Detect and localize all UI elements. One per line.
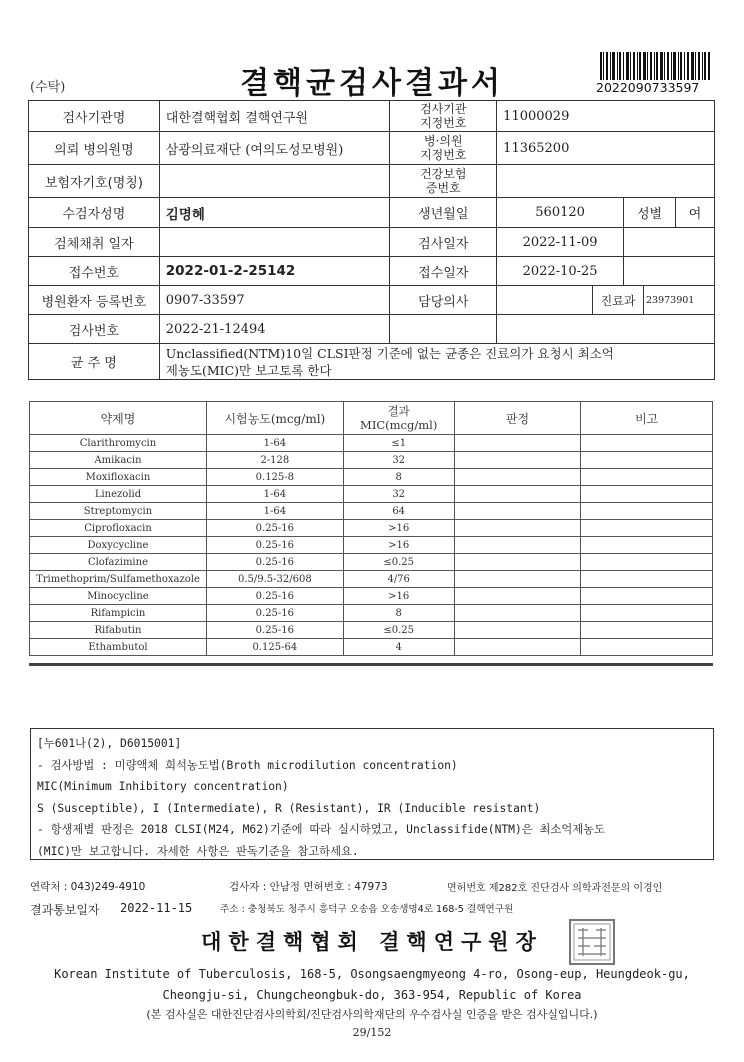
test-concentration-cell: 0.25-16 — [206, 588, 343, 605]
test-concentration-cell: 0.25-16 — [206, 605, 343, 622]
table-bottom-rule — [29, 663, 713, 666]
drug-name-cell: Linezolid — [30, 486, 207, 503]
remark-cell — [581, 554, 713, 571]
patient-name-value: 김명혜 — [159, 198, 390, 228]
remark-cell — [581, 588, 713, 605]
korean-address: 주소 : 충청북도 청주시 흥덕구 오송읍 오송생명4로 168-5 결핵연구원 — [220, 904, 514, 915]
remark-cell — [581, 469, 713, 486]
drug-row — [30, 622, 713, 639]
remark-cell — [581, 452, 713, 469]
drug-row — [30, 503, 713, 520]
insurer-label: 보험자기호(명칭) — [29, 165, 160, 198]
health-ins-label: 건강보험 증번호 — [390, 165, 497, 198]
interpretation-cell — [454, 520, 581, 537]
test-date-label: 검사일자 — [390, 228, 497, 257]
mic-result-cell: 8 — [343, 605, 454, 622]
test-concentration-cell: 1-64 — [206, 486, 343, 503]
drug-name-cell: Moxifloxacin — [30, 469, 207, 486]
test-concentration-cell: 0.125-64 — [206, 639, 343, 656]
drug-row — [30, 537, 713, 554]
contact-number: 연락처 : 043)249-4910 — [30, 881, 146, 893]
drug-name-cell: Rifabutin — [30, 622, 207, 639]
remark-cell — [581, 639, 713, 656]
notify-date-label: 결과통보일자 — [30, 903, 100, 917]
interpretation-cell — [454, 588, 581, 605]
registration-number-label: 병원환자 등록번호 — [29, 286, 160, 315]
interpretation-cell — [454, 469, 581, 486]
hospital-code-label: 병·의원 지정번호 — [390, 132, 497, 165]
mic-result-cell: 8 — [343, 469, 454, 486]
strain-name-label: 균 주 명 — [29, 344, 160, 380]
drug-name-cell: Clofazimine — [30, 554, 207, 571]
test-number-label: 검사번호 — [29, 315, 160, 344]
header-drug: 약제명 — [30, 402, 207, 435]
drug-row — [30, 452, 713, 469]
institute-director-name: 대한결핵협회 결핵연구원장 — [201, 929, 543, 954]
interpretation-cell — [454, 622, 581, 639]
drug-susceptibility-table — [29, 401, 713, 656]
note-line: (MIC)만 보고합니다. 자세한 사항은 판독기준을 참고하세요. — [37, 844, 359, 858]
mic-result-cell: 4/76 — [343, 571, 454, 588]
inst-code-label: 검사기관 지정번호 — [390, 101, 497, 132]
health-ins-value — [497, 165, 715, 198]
insurer-value — [159, 165, 390, 198]
test-concentration-cell: 0.25-16 — [206, 622, 343, 639]
interpretation-cell — [454, 435, 581, 452]
remark-cell — [581, 605, 713, 622]
document-origin-tag: (수탁) — [30, 80, 66, 95]
interpretation-cell — [454, 639, 581, 656]
mic-result-cell: >16 — [343, 588, 454, 605]
remark-cell — [581, 503, 713, 520]
interpretation-cell — [454, 452, 581, 469]
hospital-code-value: 11365200 — [497, 132, 715, 165]
test-number-blank-1 — [390, 315, 497, 344]
interpretation-cell — [454, 537, 581, 554]
remark-cell — [581, 486, 713, 503]
sex-label: 성별 — [624, 198, 676, 228]
header-interpretation: 판정 — [454, 402, 581, 435]
drug-name-cell: Ciprofloxacin — [30, 520, 207, 537]
drug-name-cell: Doxycycline — [30, 537, 207, 554]
dob-value: 560120 — [497, 198, 624, 228]
remark-cell — [581, 520, 713, 537]
mic-result-cell: ≤0.25 — [343, 554, 454, 571]
mic-result-cell: 32 — [343, 486, 454, 503]
interpretation-cell — [454, 503, 581, 520]
test-date-value: 2022-11-09 — [497, 228, 624, 257]
patient-info-table — [28, 100, 715, 380]
note-line: [누601나(2), D6015001] — [37, 737, 182, 750]
req-hospital-value: 삼광의료재단 (여의도성모병원) — [159, 132, 390, 165]
collection-date-value — [159, 228, 390, 257]
receipt-number-value: 2022-01-2-25142 — [159, 257, 390, 286]
mic-result-cell: ≤1 — [343, 435, 454, 452]
certification-statement: (본 검사실은 대한진단검사의학회/진단검사의학재단의 우수검사실 인증을 받은 검사실입니다.) — [146, 1008, 598, 1021]
mic-result-cell: ≤0.25 — [343, 622, 454, 639]
test-concentration-cell: 2-128 — [206, 452, 343, 469]
test-method-notes — [30, 728, 714, 860]
test-concentration-cell: 1-64 — [206, 503, 343, 520]
barcode-number: 2022090733597 — [596, 80, 700, 95]
remark-cell — [581, 435, 713, 452]
test-date-blank — [624, 228, 715, 257]
test-concentration-cell: 0.5/9.5-32/608 — [206, 571, 343, 588]
note-line: - 항생제별 판정은 2018 CLSI(M24, M62)기준에 따라 실시하였고, Unclassifide(NTM)은 최소억제농도 — [37, 823, 605, 836]
test-concentration-cell: 0.25-16 — [206, 537, 343, 554]
inst-name-value: 대한결핵협회 결핵연구원 — [159, 101, 390, 132]
test-number-blank-2 — [497, 315, 715, 344]
mic-result-cell: 32 — [343, 452, 454, 469]
drug-row — [30, 554, 713, 571]
drug-row — [30, 605, 713, 622]
page-number: 29/152 — [352, 1026, 392, 1039]
collection-date-label: 검체채취 일자 — [29, 228, 160, 257]
drug-row — [30, 469, 713, 486]
department-label: 진료과 — [593, 286, 644, 315]
registration-number-value: 0907-33597 — [159, 286, 390, 315]
test-number-value: 2022-21-12494 — [159, 315, 390, 344]
barcode-icon — [600, 52, 710, 80]
note-line: S (Susceptible), I (Intermediate), R (Resistant), IR (Inducible resistant) — [37, 801, 541, 815]
test-concentration-cell: 1-64 — [206, 435, 343, 452]
mic-result-cell: 64 — [343, 503, 454, 520]
header-test-concentration: 시험농도(mcg/ml) — [206, 402, 343, 435]
remark-cell — [581, 537, 713, 554]
drug-row — [30, 435, 713, 452]
drug-name-cell: Amikacin — [30, 452, 207, 469]
header-remark: 비고 — [581, 402, 713, 435]
drug-name-cell: Trimethoprim/Sulfamethoxazole — [30, 571, 207, 588]
drug-row — [30, 639, 713, 656]
drug-name-cell: Streptomycin — [30, 503, 207, 520]
examiner-info: 검사자 : 안남정 면허번호 : 47973 — [229, 881, 388, 893]
receipt-date-value: 2022-10-25 — [497, 257, 624, 286]
sex-value: 여 — [675, 198, 714, 228]
doctor-value — [497, 286, 593, 315]
header-mic-result: 결과 MIC(mcg/ml) — [343, 402, 454, 435]
drug-name-cell: Ethambutol — [30, 639, 207, 656]
receipt-number-label: 접수번호 — [29, 257, 160, 286]
interpretation-cell — [454, 605, 581, 622]
drug-row — [30, 588, 713, 605]
inst-name-label: 검사기관명 — [29, 101, 160, 132]
drug-row — [30, 486, 713, 503]
remark-cell — [581, 622, 713, 639]
document-title: 결핵균검사결과서 — [240, 66, 504, 101]
official-seal-icon — [568, 918, 616, 966]
drug-row — [30, 520, 713, 537]
test-concentration-cell: 0.25-16 — [206, 520, 343, 537]
drug-row — [30, 571, 713, 588]
strain-name-value: Unclassified(NTM)10일 CLSI판정 기준에 없는 균종은 진료의가 요청시 최소억 제농도(MIC)만 보고토록 한다 — [159, 344, 714, 380]
mic-result-cell: 4 — [343, 639, 454, 656]
note-line: MIC(Minimum Inhibitory concentration) — [37, 780, 289, 793]
drug-name-cell: Rifampicin — [30, 605, 207, 622]
interpretation-cell — [454, 486, 581, 503]
dob-label: 생년월일 — [390, 198, 497, 228]
inst-code-value: 11000029 — [497, 101, 715, 132]
test-concentration-cell: 0.125-8 — [206, 469, 343, 486]
patient-name-label: 수검자성명 — [29, 198, 160, 228]
department-value: 23973901 — [644, 286, 715, 315]
interpretation-cell — [454, 554, 581, 571]
interpretation-cell — [454, 571, 581, 588]
req-hospital-label: 의뢰 병의원명 — [29, 132, 160, 165]
receipt-date-label: 접수일자 — [390, 257, 497, 286]
mic-result-cell: >16 — [343, 537, 454, 554]
receipt-date-blank — [624, 257, 715, 286]
remark-cell — [581, 571, 713, 588]
drug-name-cell: Clarithromycin — [30, 435, 207, 452]
english-address-line-1: Korean Institute of Tuberculosis, 168-5, Osongsaengmyeong 4-ro, Osong-eup, Heungdeok-gu, — [54, 967, 690, 981]
note-line: - 검사방법 : 미량액체 희석농도법(Broth microdilution concentration) — [37, 758, 458, 772]
mic-result-cell: >16 — [343, 520, 454, 537]
english-address-line-2: Cheongju-si, Chungcheongbuk-do, 363-954, Republic of Korea — [162, 988, 582, 1002]
notify-date-value: 2022-11-15 — [120, 901, 193, 915]
doctor-label: 담당의사 — [390, 286, 497, 315]
specialist-info: 면허번호 제282호 진단검사 의학과전문의 이경인 — [447, 883, 663, 894]
test-concentration-cell: 0.25-16 — [206, 554, 343, 571]
drug-name-cell: Minocycline — [30, 588, 207, 605]
